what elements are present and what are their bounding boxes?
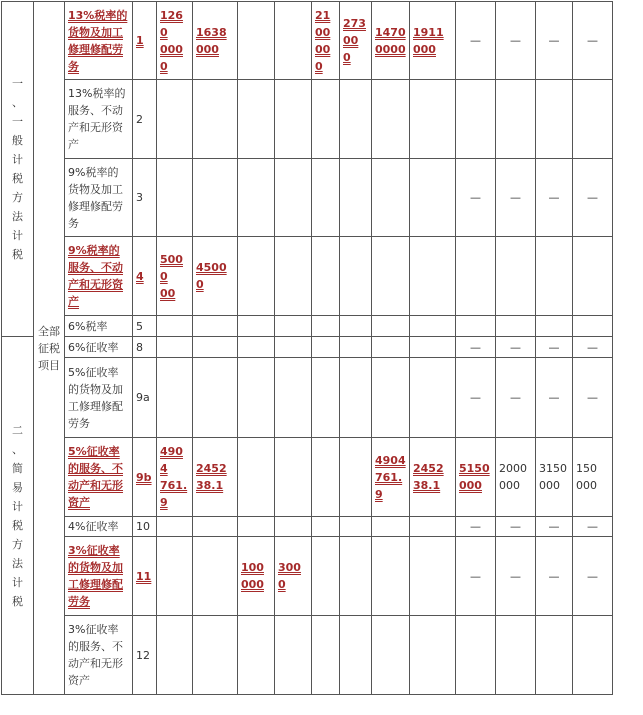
empty-cell — [456, 316, 496, 337]
empty-cell — [573, 237, 613, 316]
empty-cell — [238, 2, 275, 80]
empty-cell — [238, 316, 275, 337]
empty-cell — [312, 80, 340, 159]
empty-cell — [573, 80, 613, 159]
item-name: 3%征收率的货物及加工修理修配劳务 — [65, 537, 133, 616]
empty-cell — [573, 616, 613, 695]
amount-cell: 2000 000 — [496, 438, 536, 517]
empty-cell — [157, 616, 193, 695]
empty-cell — [193, 316, 238, 337]
dash-cell: — — [536, 358, 573, 438]
dash-cell: — — [496, 537, 536, 616]
table-row — [2, 438, 643, 517]
amount-cell: 5000 00 — [157, 237, 193, 316]
amount-cell: 4904 761. 9 — [372, 438, 410, 517]
empty-cell — [496, 316, 536, 337]
empty-cell — [372, 80, 410, 159]
item-name: 6%征收率 — [65, 337, 133, 358]
dash-cell: — — [536, 537, 573, 616]
dash-cell: — — [496, 517, 536, 537]
table-row — [2, 159, 643, 237]
empty-cell — [536, 616, 573, 695]
section-label-simple: 二 、 简 易 计 税 方 法 计 税 — [2, 337, 34, 695]
dash-cell: — — [456, 2, 496, 80]
empty-cell — [340, 80, 372, 159]
amount-cell: 2452 38.1 — [410, 438, 456, 517]
empty-cell — [312, 517, 340, 537]
empty-cell — [340, 337, 372, 358]
row-number: 12 — [133, 616, 157, 695]
row-number: 11 — [133, 537, 157, 616]
amount-cell: 2452 38.1 — [193, 438, 238, 517]
dash-cell: — — [456, 517, 496, 537]
amount-cell: 100 000 — [238, 537, 275, 616]
empty-cell — [275, 438, 312, 517]
amount-cell: 300 0 — [275, 537, 312, 616]
empty-cell — [372, 316, 410, 337]
empty-cell — [312, 337, 340, 358]
table-row — [2, 537, 643, 616]
empty-cell — [193, 337, 238, 358]
empty-cell — [410, 80, 456, 159]
empty-cell — [340, 438, 372, 517]
amount-cell: 1260 0000 — [157, 2, 193, 80]
tax-detail-table — [1, 1, 643, 695]
empty-cell — [312, 438, 340, 517]
item-name: 13%税率的服务、不动产和无形资产 — [65, 80, 133, 159]
item-name: 5%征收率的服务、不动产和无形资产 — [65, 438, 133, 517]
item-name: 5%征收率的货物及加工修理修配劳务 — [65, 358, 133, 438]
dash-cell: — — [573, 537, 613, 616]
all-items-label: 全部征税项目 — [34, 2, 65, 695]
empty-cell — [372, 358, 410, 438]
table-row — [2, 616, 643, 695]
dash-cell: — — [456, 358, 496, 438]
empty-cell — [312, 159, 340, 237]
amount-cell: 150 000 — [573, 438, 613, 517]
empty-cell — [536, 80, 573, 159]
item-name: 4%征收率 — [65, 517, 133, 537]
dash-cell: — — [536, 517, 573, 537]
amount-cell: 3150 000 — [536, 438, 573, 517]
item-name: 3%征收率的服务、不动产和无形资产 — [65, 616, 133, 695]
empty-cell — [312, 537, 340, 616]
empty-cell — [157, 537, 193, 616]
empty-cell — [157, 358, 193, 438]
empty-cell — [157, 80, 193, 159]
empty-cell — [193, 159, 238, 237]
table-row — [2, 316, 643, 337]
empty-cell — [193, 80, 238, 159]
empty-cell — [238, 517, 275, 537]
empty-cell — [157, 316, 193, 337]
dash-cell: — — [496, 337, 536, 358]
row-number: 9b — [133, 438, 157, 517]
empty-cell — [410, 316, 456, 337]
dash-cell: — — [496, 358, 536, 438]
row-number: 8 — [133, 337, 157, 358]
empty-cell — [496, 80, 536, 159]
amount-cell: 1638 000 — [193, 2, 238, 80]
empty-cell — [496, 616, 536, 695]
empty-cell — [372, 237, 410, 316]
empty-cell — [238, 438, 275, 517]
dash-cell: — — [456, 337, 496, 358]
empty-cell — [275, 80, 312, 159]
empty-cell — [157, 159, 193, 237]
amount-cell: 1470 0000 — [372, 2, 410, 80]
dash-cell: — — [573, 159, 613, 237]
empty-cell — [275, 237, 312, 316]
empty-cell — [193, 537, 238, 616]
empty-cell — [410, 537, 456, 616]
dash-cell: — — [536, 159, 573, 237]
empty-cell — [410, 337, 456, 358]
amount-cell: 1911 000 — [410, 2, 456, 80]
row-number: 1 — [133, 2, 157, 80]
empty-cell — [238, 237, 275, 316]
item-name: 13%税率的货物及加工修理修配劳务 — [65, 2, 133, 80]
table-row — [2, 337, 643, 358]
table-row — [2, 2, 643, 80]
empty-cell — [410, 159, 456, 237]
empty-cell — [275, 337, 312, 358]
empty-cell — [410, 616, 456, 695]
row-number: 4 — [133, 237, 157, 316]
empty-cell — [340, 316, 372, 337]
dash-cell: — — [573, 517, 613, 537]
empty-cell — [275, 517, 312, 537]
empty-cell — [312, 358, 340, 438]
empty-cell — [312, 237, 340, 316]
empty-cell — [496, 237, 536, 316]
empty-cell — [372, 537, 410, 616]
dash-cell: — — [536, 337, 573, 358]
empty-cell — [340, 517, 372, 537]
amount-cell: 4500 0 — [193, 237, 238, 316]
item-name: 9%税率的货物及加工修理修配劳务 — [65, 159, 133, 237]
empty-cell — [275, 616, 312, 695]
dash-cell: — — [573, 358, 613, 438]
dash-cell: — — [573, 337, 613, 358]
empty-cell — [456, 80, 496, 159]
empty-cell — [157, 337, 193, 358]
empty-cell — [275, 2, 312, 80]
dash-cell: — — [573, 2, 613, 80]
empty-cell — [193, 616, 238, 695]
empty-cell — [372, 337, 410, 358]
amount-cell: 4904 761. 9 — [157, 438, 193, 517]
empty-cell — [312, 616, 340, 695]
empty-cell — [193, 517, 238, 537]
empty-cell — [340, 237, 372, 316]
row-number: 2 — [133, 80, 157, 159]
row-number: 9a — [133, 358, 157, 438]
empty-cell — [238, 358, 275, 438]
amount-cell: 2100 000 — [312, 2, 340, 80]
empty-cell — [573, 316, 613, 337]
amount-cell: 5150 000 — [456, 438, 496, 517]
empty-cell — [536, 237, 573, 316]
empty-cell — [238, 616, 275, 695]
dash-cell: — — [536, 2, 573, 80]
row-number: 5 — [133, 316, 157, 337]
empty-cell — [238, 159, 275, 237]
dash-cell: — — [456, 159, 496, 237]
empty-cell — [536, 316, 573, 337]
empty-cell — [157, 517, 193, 537]
empty-cell — [275, 159, 312, 237]
dash-cell: — — [496, 2, 536, 80]
empty-cell — [340, 159, 372, 237]
empty-cell — [410, 237, 456, 316]
item-name: 6%税率 — [65, 316, 133, 337]
amount-cell: 27300 0 — [340, 2, 372, 80]
section-label-general: 一 、 一 般 计 税 方 法 计 税 — [2, 2, 34, 337]
table-row — [2, 517, 643, 537]
empty-cell — [238, 337, 275, 358]
empty-cell — [410, 358, 456, 438]
empty-cell — [372, 517, 410, 537]
row-number: 3 — [133, 159, 157, 237]
empty-cell — [275, 316, 312, 337]
empty-cell — [312, 316, 340, 337]
empty-cell — [193, 358, 238, 438]
empty-cell — [340, 537, 372, 616]
empty-cell — [340, 358, 372, 438]
dash-cell: — — [496, 159, 536, 237]
empty-cell — [340, 616, 372, 695]
empty-cell — [456, 616, 496, 695]
row-number: 10 — [133, 517, 157, 537]
table-row — [2, 358, 643, 438]
item-name: 9%税率的服务、不动产和无形资产 — [65, 237, 133, 316]
empty-cell — [275, 358, 312, 438]
table-row — [2, 80, 643, 159]
empty-cell — [456, 237, 496, 316]
empty-cell — [372, 616, 410, 695]
dash-cell: — — [456, 537, 496, 616]
empty-cell — [410, 517, 456, 537]
empty-cell — [238, 80, 275, 159]
table-row — [2, 237, 643, 316]
empty-cell — [372, 159, 410, 237]
